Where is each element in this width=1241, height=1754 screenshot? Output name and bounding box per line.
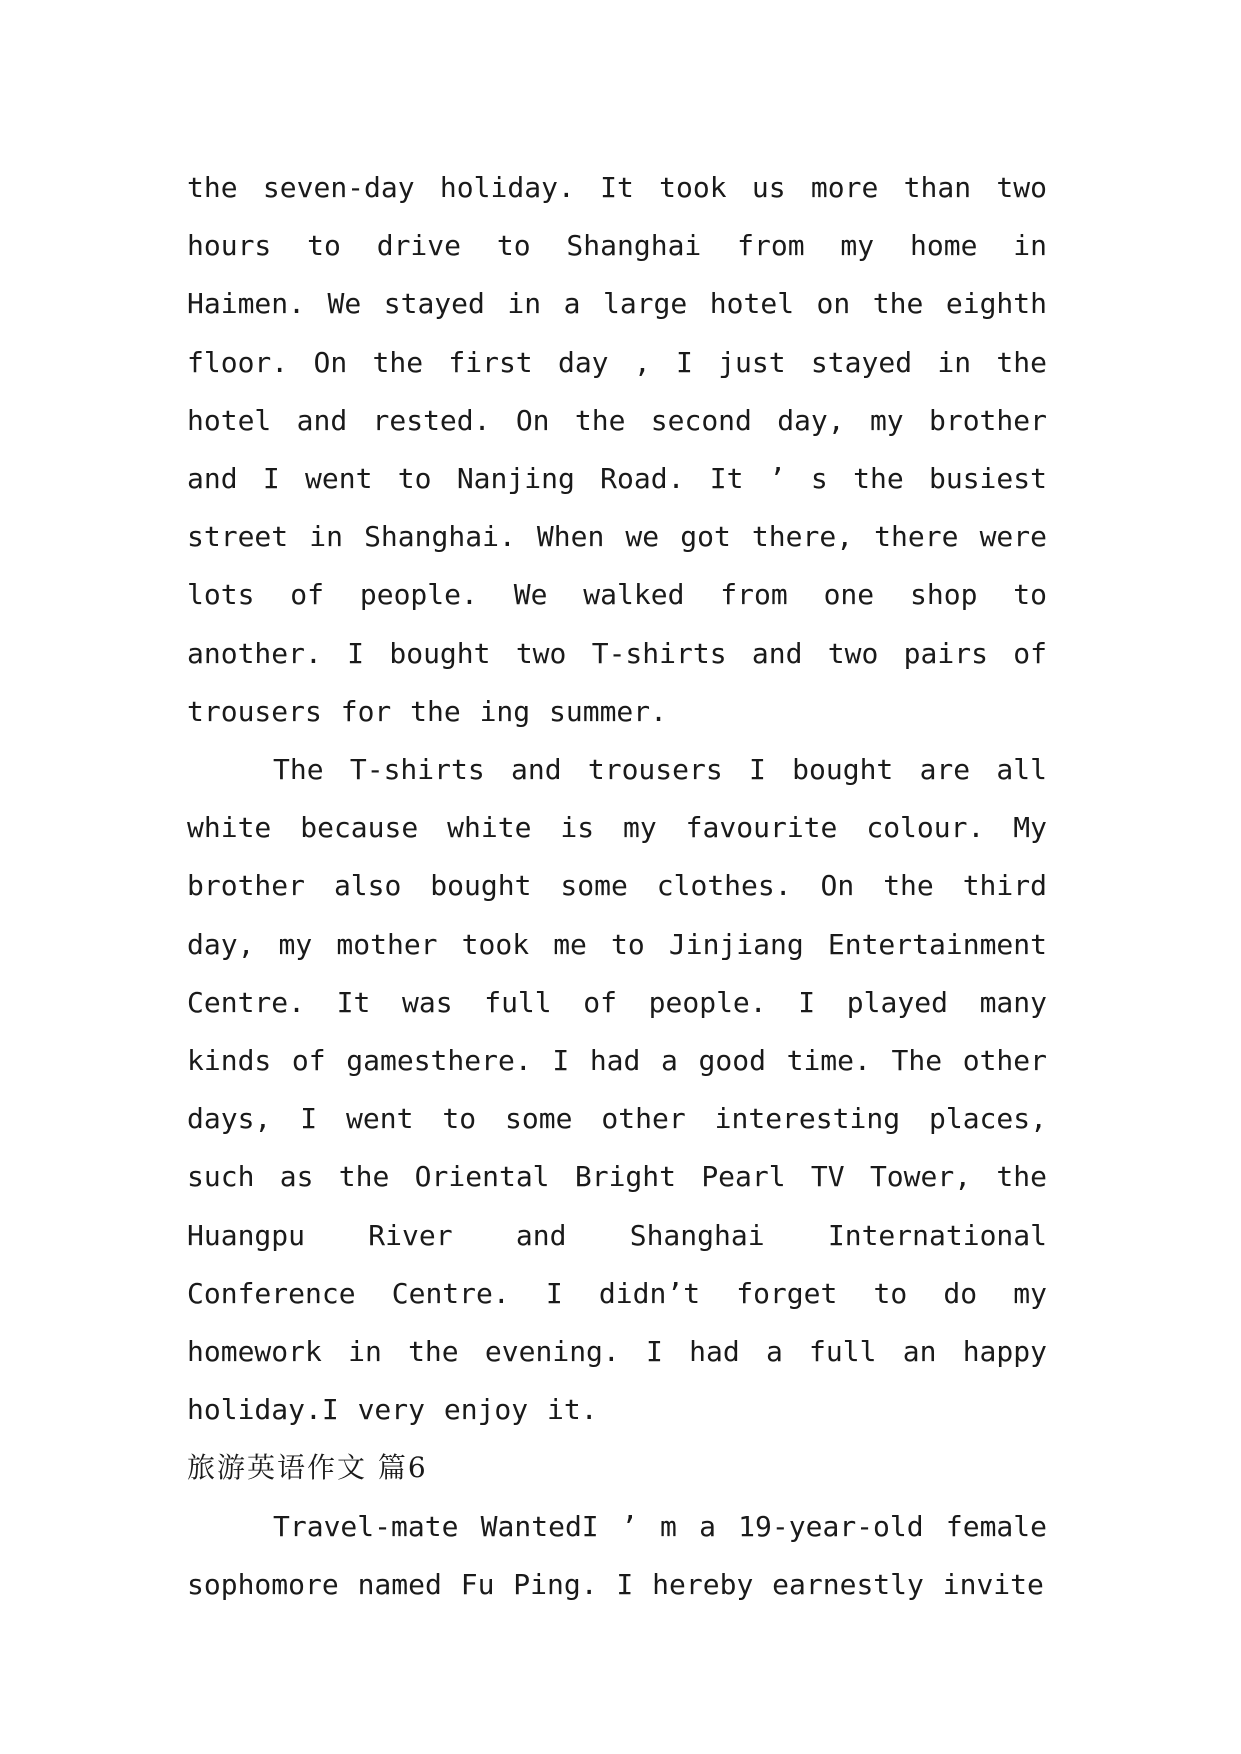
- paragraph-3: Travel-mate WantedI ’ m a 19-year-old female sophomore named Fu Ping. I hereby earnestly invite: [187, 1509, 1047, 1601]
- section-heading: 旅游英语作文 篇6: [187, 1451, 428, 1485]
- paragraph-1: the seven-day holiday. It took us more than two hours to drive to Shanghai from my home in Haimen. We stayed in a large hotel on the eighth floor. On the first day , I just stayed in the hotel and rested. On the second day, my brother and I went to Nanjing Road. It ’ s the busiest street in Shanghai. When we got there, there were lots of people. We walked from one shop to another. I bought two T-shirts and two pairs of trousers for the ing summer.: [187, 171, 1047, 728]
- document-body: [187, 159, 1047, 1614]
- paragraph-2: The T-shirts and trousers I bought are all white because white is my favourite colour. My brother also bought some clothes. On the third day, my mother took me to Jinjiang Entertainment Centre. It was full of people. I played many kinds of gamesthere. I had a good time. The other days, I went to some other interesting places, such as the Oriental Bright Pearl TV Tower, the Huangpu River and Shanghai International Conference Centre. I didn’t forget to do my homework in the evening. I had a full an happy holiday.I very enjoy it.: [187, 753, 1047, 1427]
